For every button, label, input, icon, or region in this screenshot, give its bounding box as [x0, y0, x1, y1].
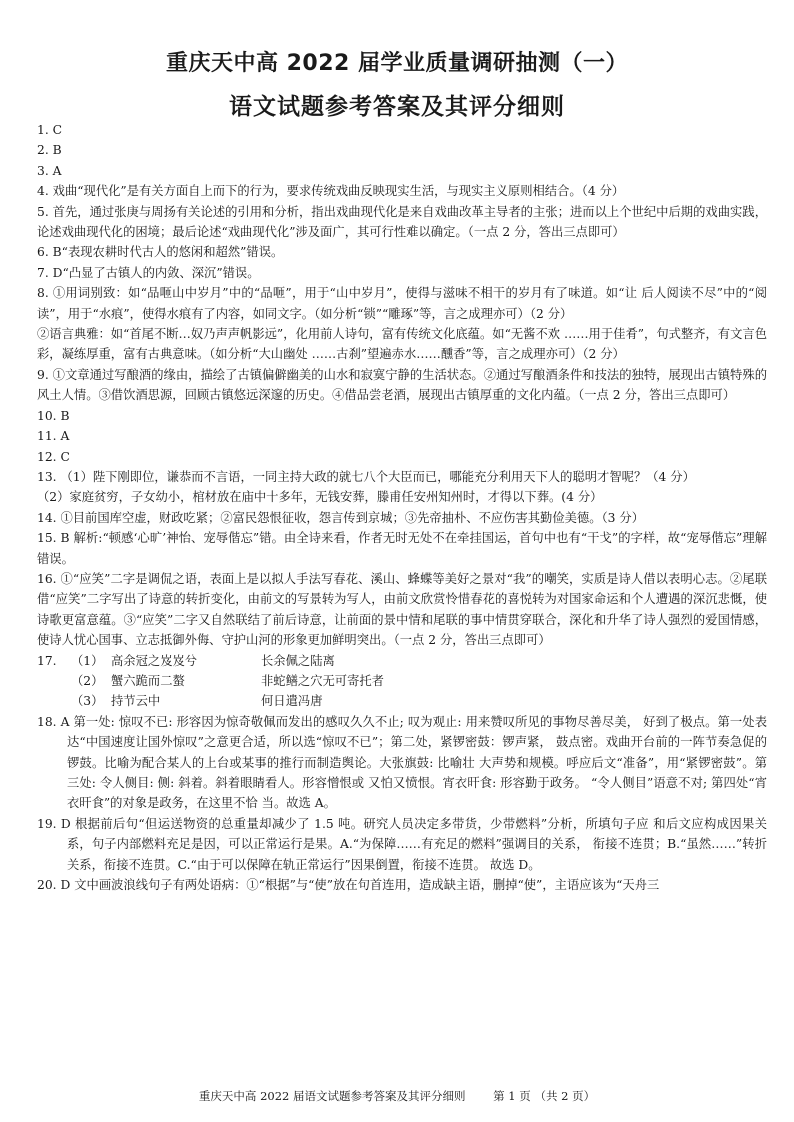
answer-10: 10. B: [37, 408, 70, 423]
answer-15: 15. B 解析:“顿感‘心旷’神怡、宠辱偕忘”错。由全诗来看，作者无时无处不在牵挂国运，首句中也有“干戈”的字样，故“宠辱偕忘”理解错误。: [37, 531, 767, 566]
answer-17-line-b: 何日遣冯唐: [261, 694, 323, 709]
answer-17-row: [37, 651, 767, 671]
answer-19: 19. D 根据前后句“但运送物资的总重量却减少了 1.5 吨。研究人员决定多带货，少带燃料”分析，所填句子应 和后文应构成因果关系，句子内部燃料充足是因，可以正常运行是果。A.“为保障……有充足的燃料”强调目的关系， 衔接不连贯；B.“虽然……”转折关系，衔接不连贯。C.“由于可以保障在轨正常运行”因果倒置，衔接不连贯。 故选 D。: [37, 816, 767, 872]
answer-5: 5. 首先，通过张庚与周扬有关论述的引用和分析，指出戏曲现代化是来自戏曲改革主导者的主张；进而以上个世纪中后期的戏曲实践，论述戏曲现代化的困境；最后论述“戏曲现代化”涉及面广，其可行性难以确定。（一点 2 分，答出三点即可）: [37, 204, 767, 240]
answer-7: 7. D“凸显了古镇人的内敛、深沉”错误。: [37, 265, 260, 280]
answer-11: 11. A: [37, 429, 70, 444]
document-title: 重庆天中高 2022 届学业质量调研抽测（一）: [165, 51, 629, 76]
answer-17-line-a: 持节云中: [111, 694, 161, 709]
answer-body: [37, 120, 767, 895]
answer-20: 20. D 文中画波浪线句子有两处语病：①“根据”与“使”放在句首连用，造成缺主语，删掉“使”，主语应该为“天舟三: [37, 878, 660, 893]
footer-doc-name: 重庆天中高 2022 届语文试题参考答案及其评分细则: [198, 1089, 466, 1103]
answer-3: 3. A: [37, 163, 62, 178]
document-subtitle: 语文试题参考答案及其评分细则: [229, 93, 565, 120]
answer-17-num: （3）: [71, 694, 104, 709]
answer-17-line-a: 高余冠之岌岌兮: [111, 653, 198, 668]
answer-14: 14. ①目前国库空虚，财政吃紧；②富民怨恨征收，怨言传到京城；③先帝抽朴、不应伤害其勤俭美德。（3 分）: [37, 510, 645, 525]
answer-17-row: [37, 671, 767, 691]
answer-4: 4. 戏曲“现代化”是有关方面自上而下的行为，要求传统戏曲反映现实生活，与现实主义原则相结合。（4 分）: [37, 184, 625, 199]
answer-17-label: 17.: [37, 653, 57, 668]
answer-17-row: [37, 691, 767, 711]
answer-16: 16. ①“应笑”二字是调侃之语，表面上是以拟人手法写春花、溪山、蜂蝶等美好之景对“我”的嘲笑，实质是诗人借以表明心志。②尾联借“应笑”二字写出了诗意的转折变化，由前文的写景转为写人，由前文欣赏怜惜春花的喜悦转为对国家命运和个人遭遇的深沉悲慨，使诗歌更富意蕴。③“应笑”二字又自然联结了前后诗意，让前面的景中情和尾联的事中情贯穿联合，深化和升华了诗人强烈的爱国情感，使诗人忧心国事、立志抵御外侮、守护山河的形象更加鲜明突出。（一点 2 分，答出三点即可）: [37, 571, 767, 648]
answer-13-part1: 13. （1）陛下刚即位，谦恭而不言语，一同主持大政的就七八个大臣而已，哪能充分利用天下人的聪明才智呢？（4 分）: [37, 469, 695, 484]
answer-17-num: （2）: [71, 673, 104, 688]
answer-8-part1: 8. ①用词别致：如“品咂山中岁月”中的“品咂”，用于“山中岁月”，使得与滋味不相干的岁月有了味道。如“让 后人阅读不尽”中的“阅读”，用于“水痕”，使得水痕有了内容，如同文字。（如分析“锁”“雕琢”等，言之成理亦可）（2 分）: [37, 286, 767, 321]
answer-1: 1. C: [37, 123, 63, 137]
footer-page-info: 第 1 页 （共 2 页）: [493, 1089, 596, 1103]
answer-2: 2. B: [37, 143, 62, 158]
answer-17-line-b: 非蛇鳝之穴无可寄托者: [261, 673, 384, 688]
answer-8-part2: ②语言典雅：如“首尾不断…奴乃声声帆影远”，化用前人诗句，富有传统文化底蕴。如“无酱不欢 ……用于佳肴”，句式整齐，有文言色彩，凝练厚重，富有古典意味。（如分析“大山幽处 ……古刹”望遍赤水……醺香”等，言之成理亦可）（2 分）: [37, 327, 767, 362]
answer-17-line-a: 蟹六跪而二螯: [111, 673, 185, 688]
answer-9: 9. ①文章通过写酿酒的缘由，描绘了古镇偏僻幽美的山水和寂寞宁静的生活状态。②通过写酿酒条件和技法的独特，展现出古镇特殊的风土人情。③借饮酒思源，回顾古镇悠远深邃的历史。④借品尝老酒，展现出古镇厚重的文化内蕴。（一点 2 分，答出三点即可）: [37, 367, 767, 403]
answer-17-line-b: 长余佩之陆离: [261, 653, 335, 668]
answer-13-part2: （2）家庭贫穷，子女幼小，棺材放在庙中十多年，无钱安葬，滕甫任安州知州时，才得以下葬。(4 分）: [37, 490, 603, 505]
answer-17: [37, 651, 767, 712]
answer-17-num: （1）: [71, 653, 104, 668]
answer-6: 6. B“表现农耕时代古人的悠闲和超然”错误。: [37, 245, 284, 260]
page-footer: [0, 1088, 794, 1104]
answer-18: 18. A 第一处: 惊叹不已: 形容因为惊奇敬佩而发出的感叹久久不止; 叹为观止: 用来赞叹所见的事物尽善尽美， 好到了极点。第一处表达“中国速度让国外惊叹”之意更合适，所以选“惊叹不已”；第二处，紧锣密鼓：锣声紧， 鼓点密。戏曲开台前的一阵节奏急促的锣鼓。比喻为配合某人的上台或某事的推行而制造舆论。大张旗鼓: 比喻壮 大声势和规模。呼应后文“准备”，用“紧锣密鼓”。第三处: 令人侧目: 侧: 斜着。斜着眼睛看人。形容憎恨或 又怕又愤恨。宵衣旰食: 形容勤于政务。 “令人侧目”语意不对; 第四处“宵衣旰食”的对象是政务，在这里不恰 当。故选 A。: [37, 714, 767, 811]
answer-12: 12. C: [37, 449, 70, 464]
